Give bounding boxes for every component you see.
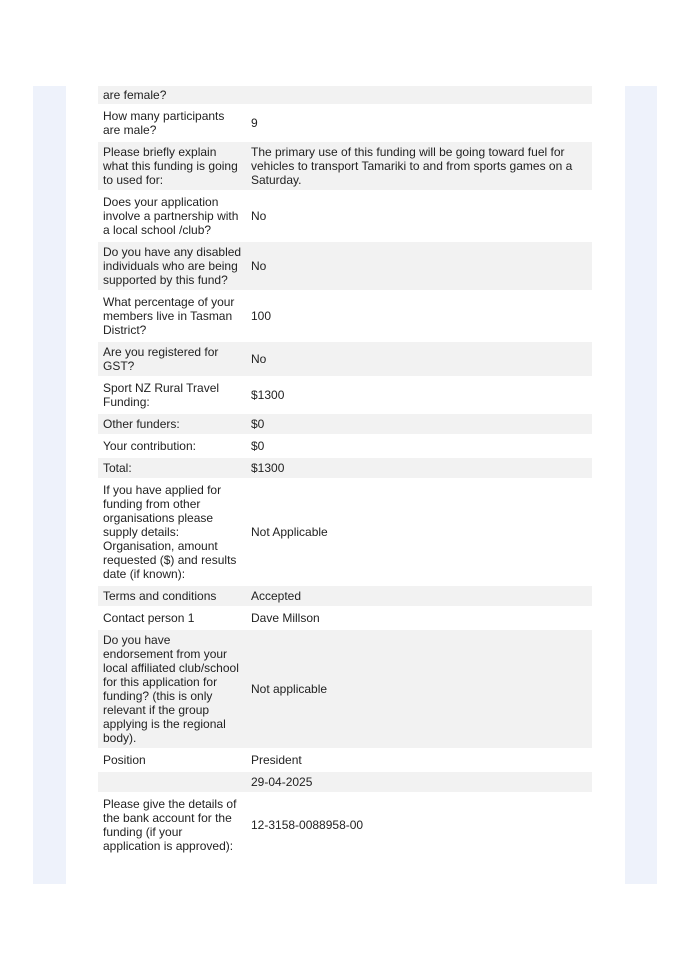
table-row [98, 586, 592, 606]
field-value: Dave Millson [246, 608, 592, 628]
table-row [98, 86, 592, 104]
field-label: Are you registered for GST? [98, 342, 246, 376]
field-label: Please give the details of the bank account for the funding (if your application is approved): [98, 794, 246, 856]
field-label: What percentage of your members live in Tasman District? [98, 292, 246, 340]
table-row [98, 630, 592, 748]
field-label: Your contribution: [98, 436, 246, 456]
table-row [98, 794, 592, 856]
field-label: Other funders: [98, 414, 246, 434]
field-label: Contact person 1 [98, 608, 246, 628]
field-label: Terms and conditions [98, 586, 246, 606]
field-value: $1300 [246, 458, 592, 478]
table-row [98, 750, 592, 770]
left-margin-band [33, 86, 66, 884]
field-label: How many participants are male? [98, 106, 246, 140]
field-value: No [246, 342, 592, 376]
field-label: Sport NZ Rural Travel Funding: [98, 378, 246, 412]
field-value: $0 [246, 414, 592, 434]
field-value: President [246, 750, 592, 770]
table-row [98, 378, 592, 412]
field-label: Position [98, 750, 246, 770]
field-value: $1300 [246, 378, 592, 412]
table-row [98, 414, 592, 434]
field-value: 29-04-2025 [246, 772, 592, 792]
field-value: Not applicable [246, 630, 592, 748]
field-value: No [246, 192, 592, 240]
field-label: Do you have endorsement from your local affiliated club/school for this application for funding? (this is only relevant if the group applying is the regional body). [98, 630, 246, 748]
field-value: 100 [246, 292, 592, 340]
field-label: Does your application involve a partnership with a local school /club? [98, 192, 246, 240]
field-value: Accepted [246, 586, 592, 606]
table-row [98, 458, 592, 478]
table-row [98, 242, 592, 290]
field-label: If you have applied for funding from other organisations please supply details: Organisation, amount requested ($) and results date (if known): [98, 480, 246, 584]
table-row [98, 342, 592, 376]
table-row [98, 142, 592, 190]
table-row [98, 436, 592, 456]
field-value: 12-3158-0088958-00 [246, 794, 592, 856]
table-row [98, 772, 592, 792]
table-row [98, 608, 592, 628]
field-value: Not Applicable [246, 480, 592, 584]
field-value: No [246, 242, 592, 290]
field-label: Do you have any disabled individuals who are being supported by this fund? [98, 242, 246, 290]
table-row [98, 106, 592, 140]
field-label: Total: [98, 458, 246, 478]
field-label: are female? [98, 86, 246, 104]
field-label: Please briefly explain what this funding is going to used for: [98, 142, 246, 190]
field-label [98, 772, 246, 792]
right-margin-band [625, 86, 657, 884]
table-row [98, 480, 592, 584]
application-details-table [98, 84, 592, 858]
table-row [98, 192, 592, 240]
field-value [246, 86, 592, 104]
field-value: 9 [246, 106, 592, 140]
field-value: The primary use of this funding will be going toward fuel for vehicles to transport Tamariki to and from sports games on a Saturday. [246, 142, 592, 190]
table-row [98, 292, 592, 340]
field-value: $0 [246, 436, 592, 456]
